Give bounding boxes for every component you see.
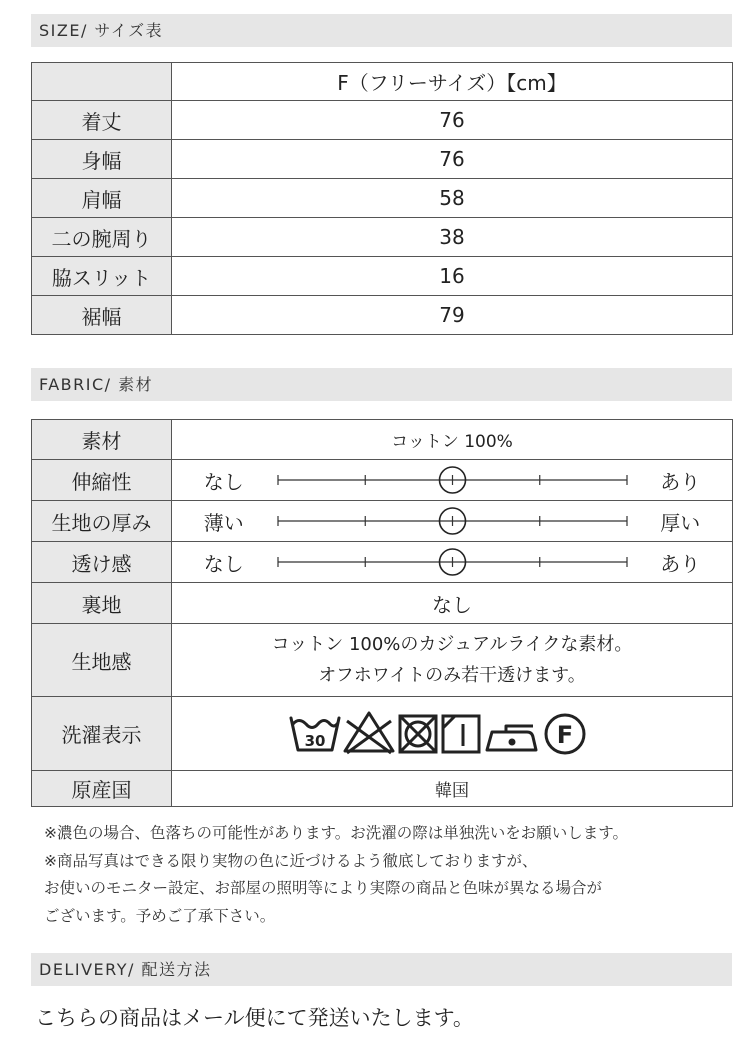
scale-high-label: 厚い	[660, 510, 701, 535]
rating-scale	[276, 506, 629, 536]
size-column-header: F（フリーサイズ）【cm】	[172, 63, 733, 101]
fabric-section-header: FABRIC/ 素材	[31, 368, 732, 401]
texture-line: コットン 100%のカジュアルライクな素材。	[271, 634, 633, 655]
scale-cell	[172, 542, 733, 583]
size-table	[31, 62, 733, 335]
size-label: 着丈	[32, 101, 172, 140]
origin-label: 原産国	[32, 771, 172, 807]
table-row	[32, 257, 733, 296]
delivery-section-header: DELIVERY/ 配送方法	[31, 953, 732, 986]
scale-cell	[172, 501, 733, 542]
dry-clean-f-icon	[546, 715, 584, 753]
size-section-header: SIZE/ サイズ表	[31, 14, 732, 47]
scale-label: 伸縮性	[32, 460, 172, 501]
care-label: 洗濯表示	[32, 697, 172, 771]
no-tumble-dry-icon	[400, 716, 436, 752]
lining-value: なし	[172, 583, 733, 624]
scale-label: 生地の厚み	[32, 501, 172, 542]
scale-cell	[172, 460, 733, 501]
size-table-header-row	[32, 63, 733, 101]
size-label: 裾幅	[32, 296, 172, 335]
table-row	[32, 140, 733, 179]
table-row	[32, 296, 733, 335]
table-row	[32, 771, 733, 807]
size-label: 身幅	[32, 140, 172, 179]
table-row	[32, 101, 733, 140]
lining-label: 裏地	[32, 583, 172, 624]
wash-30-icon	[291, 718, 339, 750]
line-dry-shade-icon	[443, 716, 479, 752]
table-row	[32, 501, 733, 542]
note-line: お使いのモニター設定、お部屋の照明等により実際の商品と色味が異なる場合が	[44, 879, 603, 897]
size-value: 16	[172, 257, 733, 296]
notes	[44, 820, 628, 930]
table-row	[32, 583, 733, 624]
scale-low-label: なし	[203, 469, 244, 494]
table-row	[32, 420, 733, 460]
table-row	[32, 218, 733, 257]
size-table-corner	[32, 63, 172, 101]
fabric-table	[31, 419, 733, 807]
texture-line: オフホワイトのみ若干透けます。	[318, 665, 586, 686]
care-symbols	[287, 706, 617, 758]
table-row	[32, 179, 733, 218]
scale-label: 透け感	[32, 542, 172, 583]
size-label: 肩幅	[32, 179, 172, 218]
scale-low-label: なし	[203, 551, 244, 576]
size-label: 脇スリット	[32, 257, 172, 296]
note-line: ※濃色の場合、色落ちの可能性があります。お洗濯の際は単独洗いをお願いします。	[44, 824, 629, 842]
size-value: 38	[172, 218, 733, 257]
table-row	[32, 460, 733, 501]
size-label: 二の腕周り	[32, 218, 172, 257]
texture-label: 生地感	[32, 624, 172, 697]
table-row	[32, 624, 733, 697]
size-value: 76	[172, 101, 733, 140]
size-value: 79	[172, 296, 733, 335]
scale-low-label: 薄い	[203, 510, 244, 535]
delivery-text: こちらの商品はメール便にて発送いたします。	[35, 1006, 474, 1030]
dry-clean-letter: F	[556, 720, 574, 749]
table-row	[32, 542, 733, 583]
origin-value: 韓国	[172, 771, 733, 807]
material-value: コットン 100%	[172, 420, 733, 460]
material-label: 素材	[32, 420, 172, 460]
size-value: 76	[172, 140, 733, 179]
note-line: ございます。予めご了承下さい。	[44, 906, 276, 925]
scale-high-label: あり	[660, 469, 701, 494]
wash-temp-text: 30	[304, 731, 326, 750]
note-line: ※商品写真はできる限り実物の色に近づけるよう徹底しておりますが、	[44, 851, 538, 870]
no-bleach-icon	[345, 713, 393, 753]
iron-low-icon	[487, 726, 536, 750]
size-value: 58	[172, 179, 733, 218]
texture-description	[172, 624, 733, 697]
rating-scale	[276, 465, 629, 495]
rating-scale	[276, 547, 629, 577]
scale-high-label: あり	[660, 551, 701, 576]
care-icons	[172, 697, 733, 771]
table-row	[32, 697, 733, 771]
